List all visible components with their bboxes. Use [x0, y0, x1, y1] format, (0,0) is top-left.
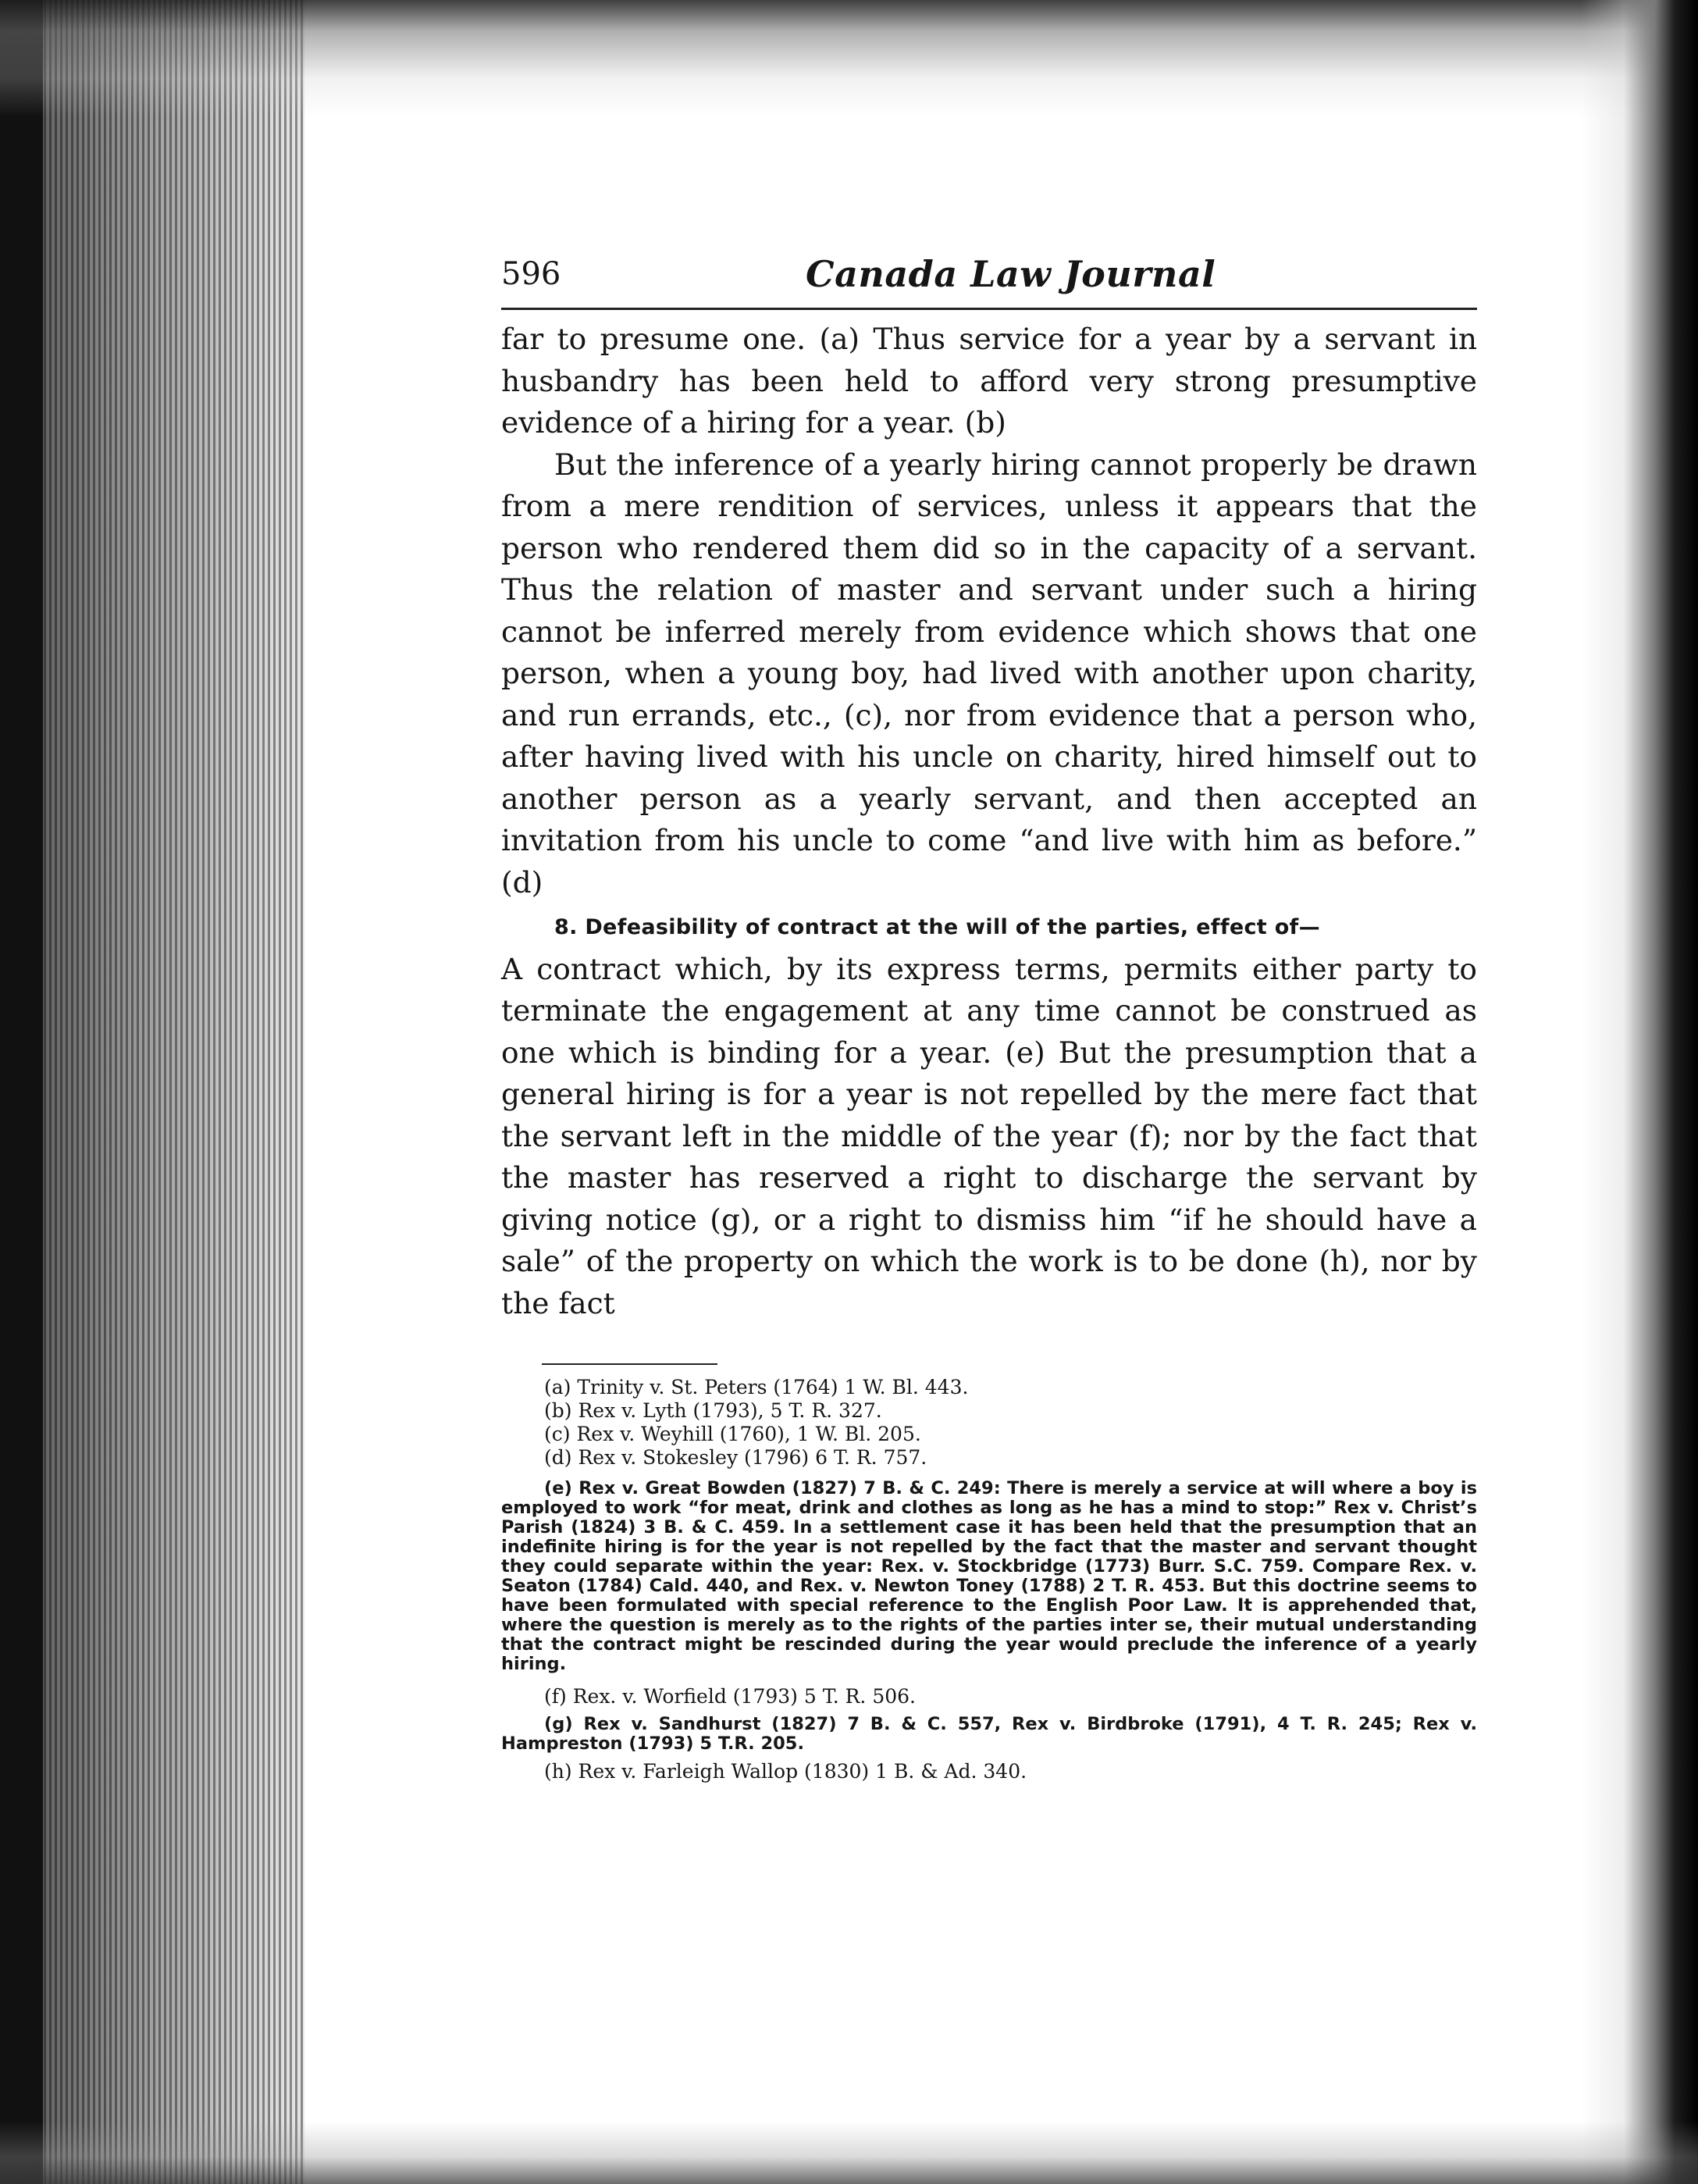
footnote-g: (g) Rex v. Sandhurst (1827) 7 B. & C. 557, Rex v. Birdbroke (1791), 4 T. R. 245; Rex v. Hampreston (1793) 5 T.R. 205. [501, 1714, 1477, 1754]
footnote-c: (c) Rex v. Weyhill (1760), 1 W. Bl. 205. [544, 1423, 921, 1445]
footnote-h: (h) Rex v. Farleigh Wallop (1830) 1 B. & Ad. 340. [544, 1760, 1027, 1783]
footnote-d: (d) Rex v. Stokesley (1796) 6 T. R. 757. [544, 1446, 927, 1469]
footnote-e: (e) Rex v. Great Bowden (1827) 7 B. & C. 249: There is merely a service at will where a boy is employed to work “for meat, drink and clothes as long as he has a mind to stop:” Rex v. Christ’s Parish (1824) 3 B. & C. 459. In a settlement case it has been held that the presumption that an indefinite hiring is for the year is not repelled by the fact that the master and servant thought they could separate within the year: Rex. v. Stockbridge (1773) Burr. S.C. 759. Compare Rex. v. Seaton (1784) Cald. 440, and Rex. v. Newton Toney (1788) 2 T. R. 453. But this doctrine seems to have been formulated with special reference to the English Poor Law. It is apprehended that, where the question is merely as to the rights of the parties inter se, their mutual understanding that the contract might be rescinded during the year would preclude the inference of a yearly hiring. [501, 1478, 1477, 1674]
body-text [501, 319, 1477, 1324]
section-8 [501, 903, 1477, 1324]
page-number: 596 [501, 256, 561, 292]
paragraph-2: But the inference of a yearly hiring cannot properly be drawn from a mere rendition of services, unless it appears that the person who rendered them did so in the capacity of a servant. Thus the relation of master and servant under such a hiring cannot be inferred merely from evidence which shows that one person, when a young boy, had lived with another upon charity, and run errands, etc., (c), nor from evidence that a person who, after having lived with his uncle on charity, hired himself out to another person as a yearly servant, and then accepted an invitation from his uncle to come “and live with him as before.” (d) [501, 447, 1477, 900]
footnote-a: (a) Trinity v. St. Peters (1764) 1 W. Bl. 443. [544, 1376, 969, 1398]
document-page [501, 250, 1477, 1783]
header-rule [501, 308, 1477, 310]
scan-left-binding [0, 0, 43, 2184]
section-heading: 8. Defeasibility of contract at the will of the parties, effect of— [554, 915, 1320, 939]
footnote-rule [542, 1363, 717, 1365]
running-title: Canada Law Journal [806, 253, 1216, 295]
footnote-f: (f) Rex. v. Worfield (1793) 5 T. R. 506. [544, 1685, 916, 1708]
scan-left-edge-shadow [0, 0, 304, 2184]
page-header [501, 250, 1477, 312]
scan-top-edge-shadow [0, 0, 1698, 117]
section-text: A contract which, by its express terms, permits either party to terminate the engagement at any time cannot be construed as one which is binding for a year. (e) But the presumption that a general hiring is for a year is not repelled by the mere fact that the servant left in the middle of the year (f); nor by the fact that the master has reserved a right to discharge the servant by giving notice (g), or a right to dismiss him “if he should have a sale” of the property on which the work is to be done (h), nor by the fact [501, 951, 1477, 1320]
scan-bottom-edge-shadow [0, 2122, 1698, 2184]
paragraph-1: far to presume one. (a) Thus service for a year by a servant in husbandry has been held to afford very strong presumptive evidence of a hiring for a year. (b) [501, 322, 1477, 440]
footnotes [501, 1376, 1477, 1783]
footnote-b: (b) Rex v. Lyth (1793), 5 T. R. 327. [544, 1399, 882, 1422]
scan-right-edge-shadow [1581, 0, 1698, 2184]
